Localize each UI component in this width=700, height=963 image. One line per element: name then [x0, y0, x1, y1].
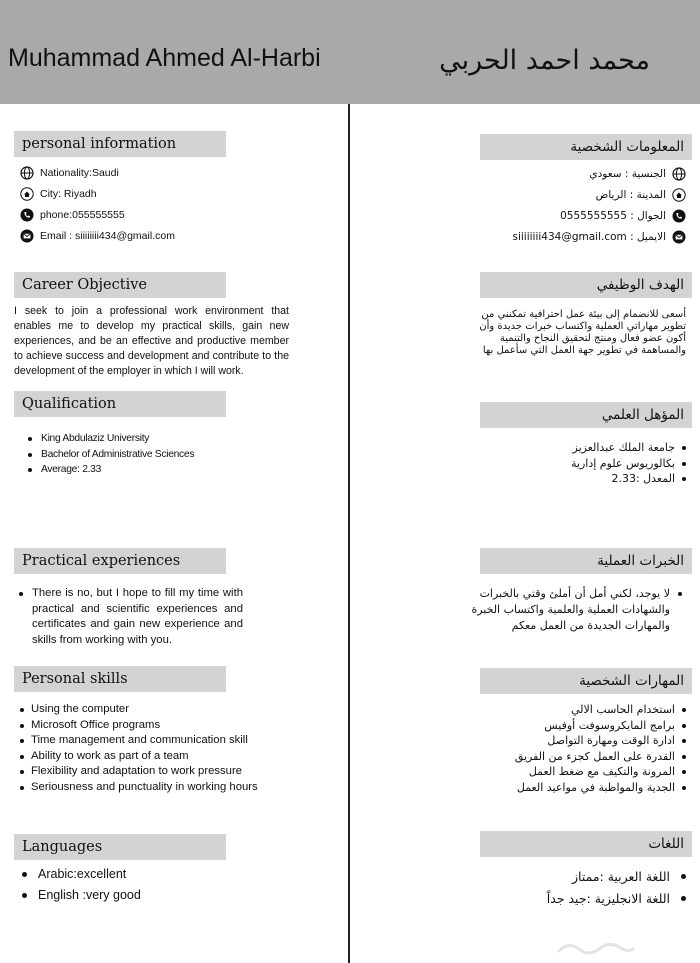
qualification-list-ar [571, 440, 686, 487]
header-band [0, 0, 700, 104]
list-item: اللغة الانجليزية :جيد جداً [547, 888, 686, 910]
list-item: Average: 2.33 [28, 462, 194, 478]
name-arabic: محمد احمد الحربي [439, 45, 650, 76]
info-email [20, 229, 175, 243]
list-item: English :very good [22, 885, 141, 906]
section-career-objective: Career Objective [14, 272, 226, 298]
phone-text: phone:055555555 [40, 209, 125, 221]
list-item: Using the computer [20, 702, 258, 718]
list-item: بكالوريوس علوم إدارية [571, 456, 686, 472]
list-item: ادارة الوقت ومهارة التواصل [515, 733, 686, 749]
list-item: Microsoft Office programs [20, 718, 258, 734]
list-item: Seriousness and punctuality in working hours [20, 780, 258, 796]
city-text-ar: المدينة : الرياض [595, 189, 666, 201]
list-item: جامعة الملك عبدالعزيز [571, 440, 686, 456]
list-item: الجدية والمواظبة في مواعيد العمل [515, 780, 686, 796]
list-item: المعدل :2.33 [571, 471, 686, 487]
languages-list [22, 864, 141, 906]
info-nationality-ar [589, 167, 686, 181]
list-item: برامج المايكروسوفت أوفيس [515, 718, 686, 734]
info-phone [20, 208, 125, 222]
list-item: Time management and communication skill [20, 733, 258, 749]
globe-icon [20, 166, 34, 180]
list-item: اللغة العربية :ممتاز [547, 866, 686, 888]
list-item: There is no, but I hope to fill my time with practical and scientific experiences and certificates and gain new experience and skills from working with you. [18, 586, 243, 648]
skills-list-ar [515, 702, 686, 795]
list-item: Bachelor of Administrative Sciences [28, 447, 194, 463]
phone-icon [672, 209, 686, 223]
section-practical-experiences-ar: الخبرات العملية [480, 548, 692, 574]
list-item: المرونة والتكيف مع ضغط العمل [515, 764, 686, 780]
mail-icon [20, 229, 34, 243]
info-city-ar [596, 188, 686, 202]
nationality-text-ar: الجنسية : سعودي [589, 168, 666, 180]
info-email-ar [512, 230, 686, 244]
section-languages: Languages [14, 834, 226, 860]
info-city [20, 187, 97, 201]
phone-icon [20, 208, 34, 222]
home-icon [672, 188, 686, 202]
name-english: Muhammad Ahmed Al-Harbi [8, 44, 321, 72]
phone-text-ar: الجوال : 0555555555 [560, 210, 666, 222]
career-objective-text: I seek to join a professional work environment that enables me to develop my practical skills, gain new experiences, and be an effective and productive member to achieve success and development and contribute to the development of the employer in which I will work. [14, 305, 289, 377]
experience-list [18, 586, 243, 648]
list-item: Flexibility and adaptation to work pressure [20, 764, 258, 780]
list-item: لا يوجد، لكني أمل أن أملئ وقتي بالخبرات والشهادات العملية والعلمية واكتساب الخبرة والمهارات الجديدة من العمل معكم [468, 586, 686, 634]
mail-icon [672, 230, 686, 244]
info-nationality [20, 166, 119, 180]
section-personal-skills-ar: المهارات الشخصية [480, 668, 692, 694]
email-text-ar: الايميل : siiiiiiii434@gmail.com [512, 231, 666, 243]
nationality-text: Nationality:Saudi [40, 167, 119, 179]
watermark-logo [555, 937, 635, 957]
home-icon [20, 187, 34, 201]
skills-list [20, 702, 258, 795]
languages-list-ar [547, 866, 686, 910]
list-item: القدرة على العمل كجزء من الفريق [515, 749, 686, 765]
info-phone-ar [560, 209, 686, 223]
career-objective-text-ar: أسعى للانضمام إلى بيئة عمل احترافية تمكنني من تطوير مهاراتي العملية واكتساب خبرات جديدة وأن أكون عضو فعال ومنتج لتحقيق النجاح والتنمية والمساهمة في تطوير جهة العمل التي سأعمل بها [479, 309, 686, 356]
list-item: Ability to work as part of a team [20, 749, 258, 765]
section-personal-info-ar: المعلومات الشخصية [480, 134, 692, 160]
globe-icon [672, 167, 686, 181]
list-item: Arabic:excellent [22, 864, 141, 885]
section-career-objective-ar: الهدف الوظيفي [480, 272, 692, 298]
column-divider [348, 104, 350, 963]
experience-list-ar [468, 586, 686, 634]
list-item: استخدام الحاسب الالي [515, 702, 686, 718]
list-item: King Abdulaziz University [28, 431, 194, 447]
section-languages-ar: اللغات [480, 831, 692, 857]
city-text: City: Riyadh [40, 188, 97, 200]
section-practical-experiences: Practical experiences [14, 548, 226, 574]
section-qualification: Qualification [14, 391, 226, 417]
section-personal-skills: Personal skills [14, 666, 226, 692]
email-text: Email : siiiiiiii434@gmail.com [40, 230, 175, 242]
section-qualification-ar: المؤهل العلمي [480, 402, 692, 428]
qualification-list [28, 431, 194, 478]
section-personal-info: personal information [14, 131, 226, 157]
